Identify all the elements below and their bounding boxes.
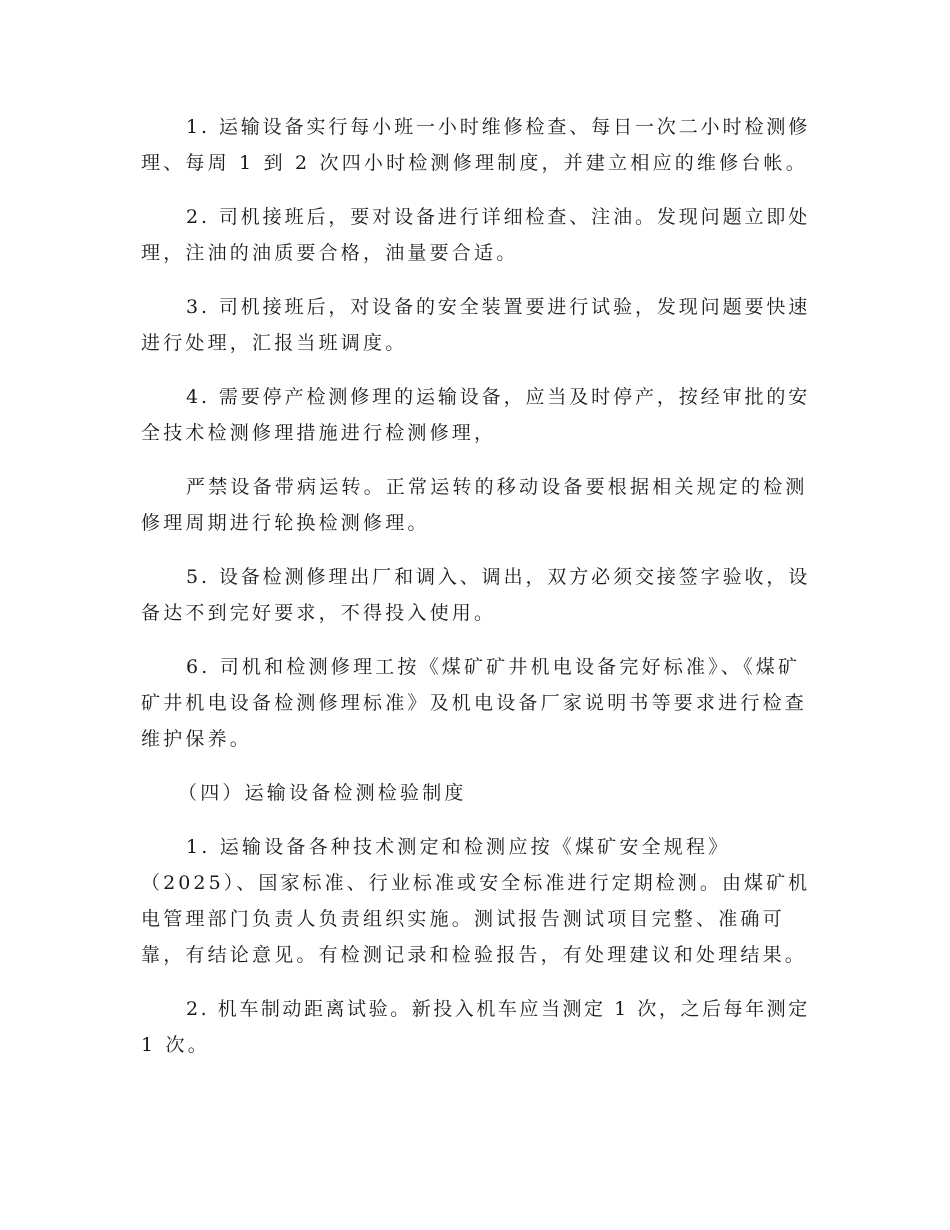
paragraph-10-line-2: 1 次。	[141, 1034, 210, 1056]
paragraph-9-line-3: 电管理部门负责人负责组织实施。测试报告测试项目完整、准确可	[141, 908, 785, 930]
paragraph-3-line-1: 3. 司机接班后，对设备的安全装置要进行试验，发现问题要快速	[186, 296, 811, 318]
paragraph-9-line-1: 1. 运输设备各种技术测定和检测应按《煤矿安全规程》	[186, 836, 731, 858]
paragraph-7-line-1: 6. 司机和检测修理工按《煤矿矿井机电设备完好标准》、《煤矿	[186, 656, 801, 678]
paragraph-3-line-2: 进行处理，汇报当班调度。	[141, 332, 408, 354]
paragraph-7-line-3: 维护保养。	[141, 728, 253, 750]
paragraph-5-line-1: 严禁设备带病运转。正常运转的移动设备要根据相关规定的检测	[186, 476, 808, 498]
paragraph-1-line-1: 1. 运输设备实行每小班一小时维修检查、每日一次二小时检测修	[186, 116, 811, 138]
paragraph-4-line-1: 4. 需要停产检测修理的运输设备，应当及时停产，按经审批的安	[186, 386, 811, 408]
paragraph-2-line-1: 2. 司机接班后，要对设备进行详细检查、注油。发现问题立即处	[186, 206, 811, 228]
paragraph-5-line-2: 修理周期进行轮换检测修理。	[141, 512, 430, 534]
section-heading: （四）运输设备检测检验制度	[178, 782, 467, 804]
paragraph-9-line-2: （2025）、国家标准、行业标准或安全标准进行定期检测。由煤矿机	[141, 872, 811, 894]
paragraph-4-line-2: 全技术检测修理措施进行检测修理，	[141, 422, 497, 444]
paragraph-6-line-1: 5. 设备检测修理出厂和调入、调出，双方必须交接签字验收，设	[186, 566, 811, 588]
paragraph-6-line-2: 备达不到完好要求，不得投入使用。	[141, 602, 497, 624]
paragraph-10-line-1: 2. 机车制动距离试验。新投入机车应当测定 1 次，之后每年测定	[186, 998, 810, 1020]
paragraph-2-line-2: 理，注油的油质要合格，油量要合适。	[141, 242, 519, 264]
paragraph-7-line-2: 矿井机电设备检测修理标准》及机电设备厂家说明书等要求进行检查	[141, 692, 808, 714]
paragraph-1-line-2: 理、每周 1 到 2 次四小时检测修理制度，并建立相应的维修台帐。	[141, 152, 808, 174]
paragraph-9-line-4: 靠，有结论意见。有检测记录和检验报告，有处理建议和处理结果。	[141, 944, 808, 966]
